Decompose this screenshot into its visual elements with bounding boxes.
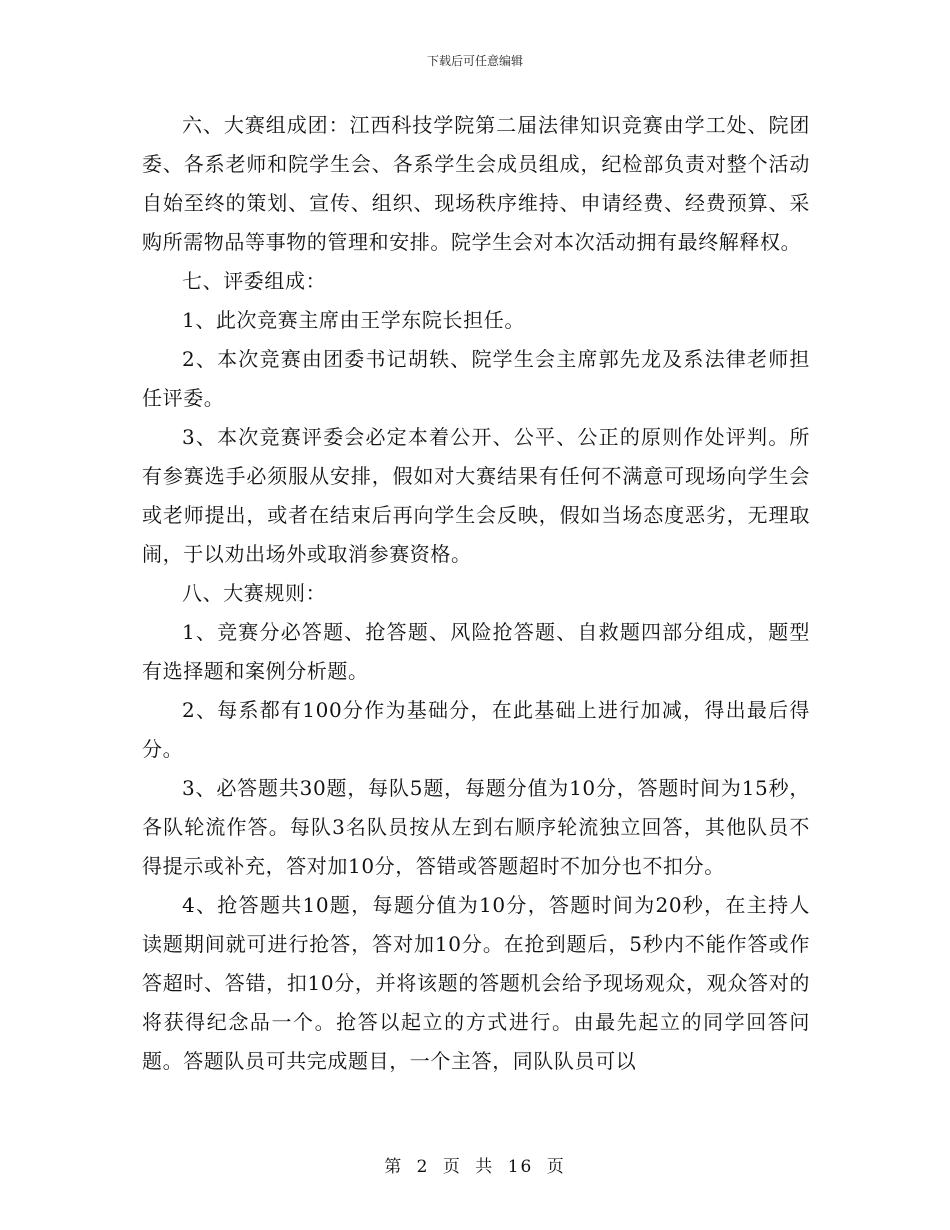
paragraph-section-7-heading: 七、评委组成： [182,269,327,293]
paragraph-8-item-3: 3、必答题共30题，每队5题，每题分值为10分，答题时间为15秒，各队轮流作答。每队3名队员按从左到右顺序轮流独立回答，其他队员不得提示或补充，答对加10分，答错或答题超时不加分也不扣分。 [142,776,810,878]
paragraph-section-8-heading: 八、大赛规则： [182,581,327,605]
paragraph-8-item-2: 2、每系都有100分作为基础分，在此基础上进行加减，得出最后得分。 [142,698,810,761]
paragraph-7-item-1: 1、此次竞赛主席由王学东院长担任。 [182,308,525,332]
paragraph-8-item-4: 4、抢答题共10题，每题分值为10分，答题时间为20秒，在主持人读题期间就可进行抢答，答对加10分。在抢到题后，5秒内不能作答或作答超时、答错，扣10分，并将该题的答题机会给予现场观众，观众答对的将获得纪念品一个。抢答以起立的方式进行。由最先起立的同学回答问题。答题队员可共完成题目，一个主答，同队队员可以 [142,893,810,1073]
paragraph-8-item-1: 1、竞赛分必答题、抢答题、风险抢答题、自救题四部分组成，题型有选择题和案例分析题。 [142,620,810,683]
page-header: 下载后可任意编辑 [426,54,523,68]
page-number-footer: 第 2 页 共 16 页 [384,1157,566,1177]
document-body [142,106,810,1081]
paragraph-7-item-3: 3、本次竞赛评委会必定本着公开、公平、公正的原则作处评判。所有参赛选手必须服从安排，假如对大赛结果有任何不满意可现场向学生会或老师提出，或者在结束后再向学生会反映，假如当场态度恶劣，无理取闹，于以劝出场外或取消参赛资格。 [142,425,810,566]
paragraph-7-item-2: 2、本次竞赛由团委书记胡轶、院学生会主席郭先龙及系法律老师担任评委。 [142,347,810,410]
paragraph-section-6: 六、大赛组成团：江西科技学院第二届法律知识竞赛由学工处、院团委、各系老师和院学生会、各系学生会成员组成，纪检部负责对整个活动自始至终的策划、宣传、组织、现场秩序维持、申请经费、经费预算、采购所需物品等事物的管理和安排。院学生会对本次活动拥有最终解释权。 [142,113,810,254]
